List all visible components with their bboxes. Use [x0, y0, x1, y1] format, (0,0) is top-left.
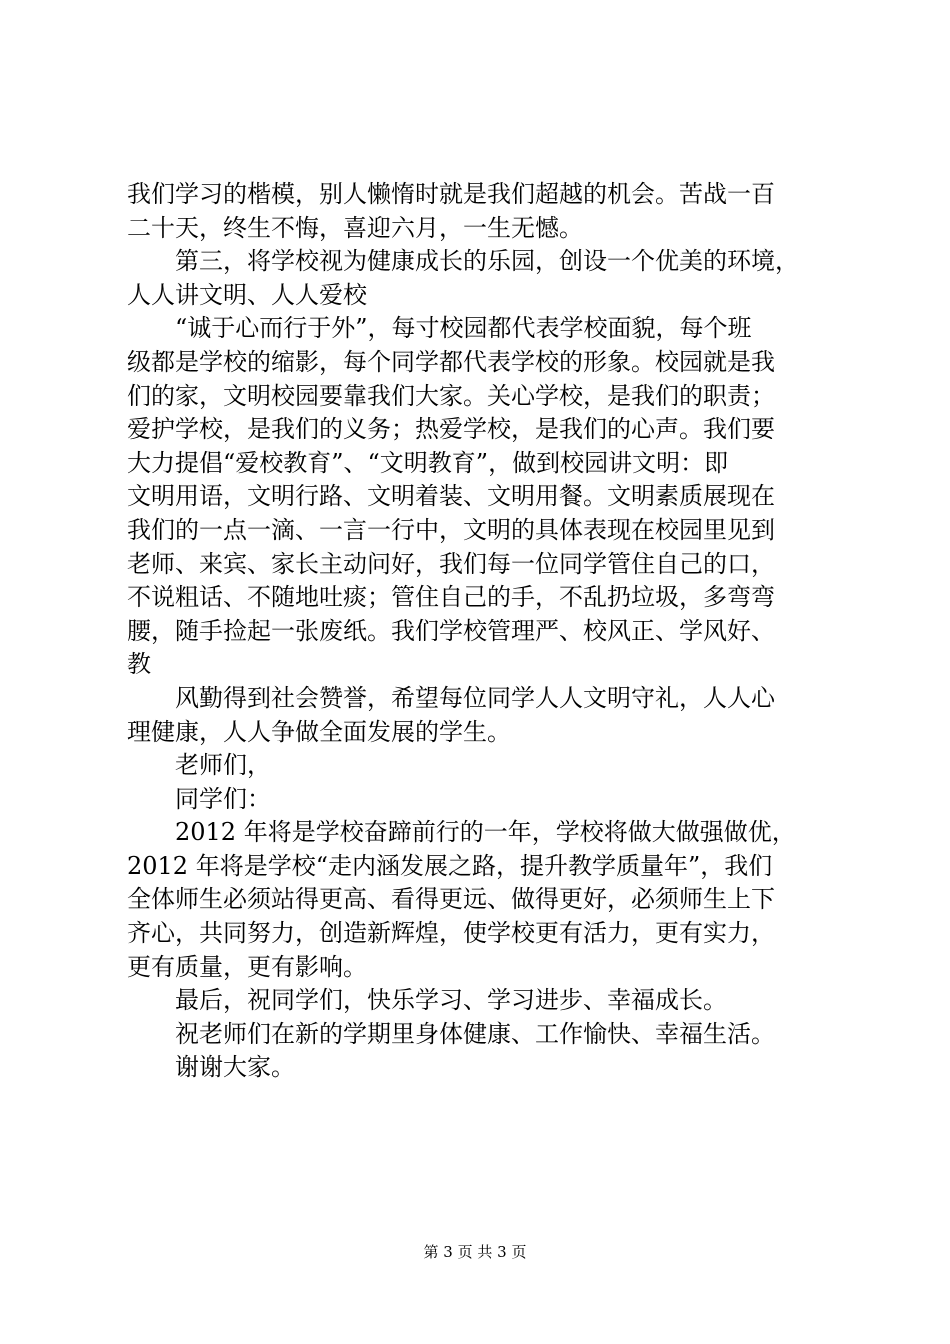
text-line-8: 爱护学校，是我们的义务；热爱学校，是我们的心声。我们要 [127, 415, 775, 444]
text-line-27: 谢谢大家。 [175, 1053, 295, 1082]
text-line-2: 二十天，终生不悔，喜迎六月，一生无憾。 [127, 213, 583, 242]
text-line-18: 老师们， [175, 751, 271, 780]
text-line-25: 最后，祝同学们，快乐学习、学习进步、幸福成长。 [175, 986, 727, 1015]
page-footer [0, 1242, 950, 1262]
text-line-26: 祝老师们在新的学期里身体健康、工作愉快、幸福生活。 [175, 1019, 775, 1048]
text-line-14: 腰，随手捡起一张废纸。我们学校管理严、校风正、学风好、 [127, 616, 775, 645]
text-line-24: 更有质量，更有影响。 [127, 952, 367, 981]
text-line-19: 同学们： [175, 784, 271, 813]
text-line-15: 教 [127, 650, 151, 679]
text-line-17: 理健康，人人争做全面发展的学生。 [127, 717, 511, 746]
text-line-12: 老师、来宾、家长主动问好，我们每一位同学管住自己的口， [127, 549, 775, 578]
text-line-5: “诚于心而行于外”，每寸校园都代表学校面貌，每个班 [175, 314, 752, 343]
text-line-6: 级都是学校的缩影，每个同学都代表学校的形象。校园就是我 [127, 347, 775, 376]
page-number-label: 第 3 页 共 3 页 [423, 1243, 527, 1261]
text-line-23: 齐心，共同努力，创造新辉煌，使学校更有活力，更有实力， [127, 919, 775, 948]
text-line-21: 2012 年将是学校“走内涵发展之路，提升教学质量年”，我们 [127, 851, 773, 880]
text-line-4: 人人讲文明、人人爱校 [127, 280, 367, 309]
text-line-10: 文明用语，文明行路、文明着装、文明用餐。文明素质展现在 [127, 482, 775, 511]
text-line-13: 不说粗话、不随地吐痰；管住自己的手，不乱扔垃圾，多弯弯 [127, 583, 775, 612]
text-line-11: 我们的一点一滴、一言一行中，文明的具体表现在校园里见到 [127, 515, 775, 544]
text-line-22: 全体师生必须站得更高、看得更远、做得更好，必须师生上下 [127, 885, 775, 914]
text-line-3: 第三，将学校视为健康成长的乐园，创设一个优美的环境， [175, 247, 799, 276]
text-line-9: 大力提倡“爱校教育”、“文明教育”，做到校园讲文明：即 [127, 448, 729, 477]
text-line-20: 2012 年将是学校奋蹄前行的一年，学校将做大做强做优， [175, 818, 796, 847]
document-body [127, 178, 847, 1085]
text-line-7: 们的家，文明校园要靠我们大家。关心学校，是我们的职责； [127, 381, 775, 410]
text-line-1: 我们学习的楷模，别人懒惰时就是我们超越的机会。苦战一百 [127, 180, 775, 208]
text-line-16: 风勤得到社会赞誉，希望每位同学人人文明守礼，人人心 [175, 683, 775, 712]
